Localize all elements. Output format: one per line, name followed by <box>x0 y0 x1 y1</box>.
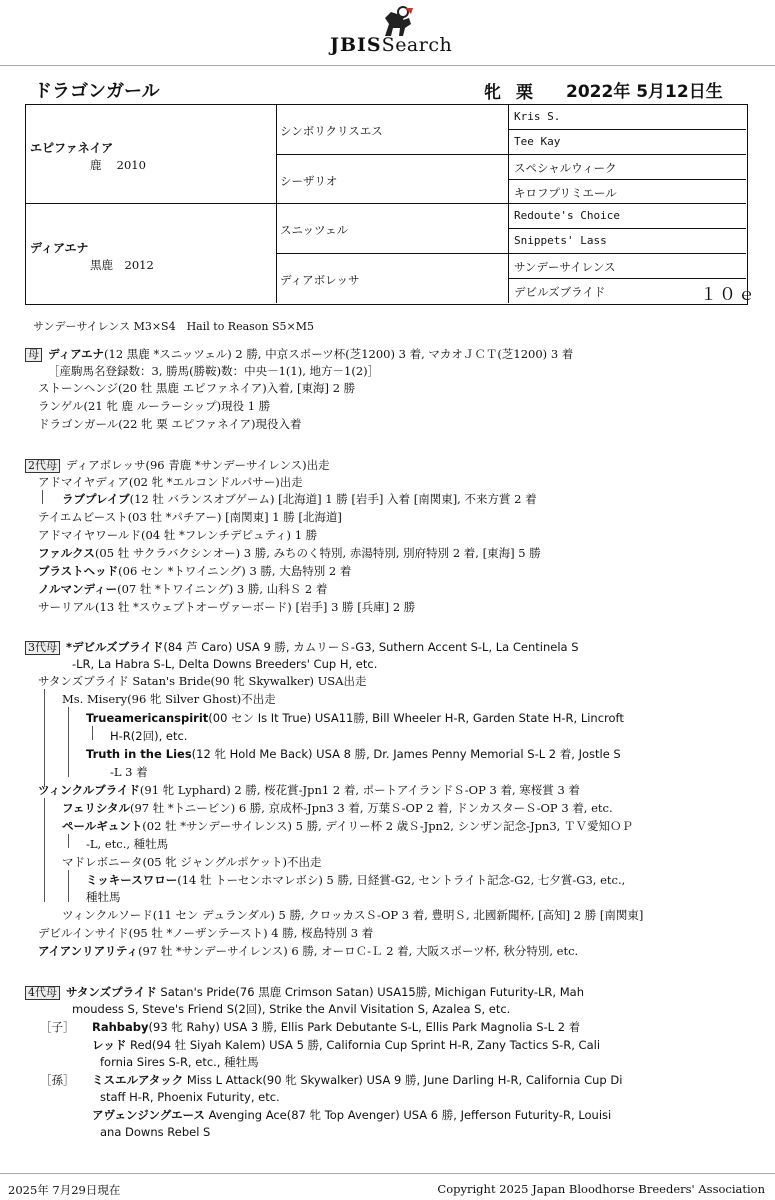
sire-dam[interactable]: シーザリオ <box>280 174 338 188</box>
dam-name[interactable]: ディアエナ <box>30 241 89 255</box>
list-item: ラブプレイブ(12 牡 バランスオブゲーム) [北海道] 1 勝 [岩手] 入着 [南関東], 不来方賞 2 着 <box>62 492 537 506</box>
g4-ancestor[interactable]: Snippets' Lass <box>514 234 607 247</box>
sire-color-year: 鹿 2010 <box>90 158 146 172</box>
list-item: staff H-R, Phoenix Futurity, etc. <box>100 1090 280 1104</box>
logo-text-jbis: JBIS <box>330 34 382 56</box>
family-number: １０ｅ <box>700 285 757 305</box>
list-item: ペールギュント(02 牡 *サンデーサイレンス) 5 勝, デイリー杯 2 歳Ｓ-Jpn2, シンザン記念-Jpn3, ＴＶ愛知ＯＰ <box>62 819 633 833</box>
list-item: ブラストヘッド(06 セン *トワイニング) 3 勝, 大島特別 2 着 <box>38 564 352 578</box>
list-item: ミスエルアタック Miss L Attack(90 牝 Skywalker) USA 9 勝, June Darling H-R, California Cup Di <box>92 1073 623 1087</box>
list-item: Trueamericanspirit(00 セン Is It True) USA11勝, Bill Wheeler H-R, Garden State H-R, Lincroft <box>86 711 624 725</box>
list-item: レッド Red(94 牡 Siyah Kalem) USA 5 勝, California Cup Sprint H-R, Zany Tactics S-R, Cali <box>92 1038 601 1052</box>
list-item: テイエムビースト(03 牡 *パチアー) [南関東] 1 勝 [北海道] <box>38 510 342 524</box>
list-item: moudess S, Steve's Friend S(2回), Strike the Anvil Visitation S, Azalea S, etc. <box>72 1002 511 1016</box>
list-item: ana Downs Rebel S <box>100 1125 211 1139</box>
fourth-dam-line: 4代母 サタンズプライド Satan's Pride(76 黒鹿 Crimson Satan) USA15勝, Michigan Futurity-LR, Mah <box>25 984 584 1000</box>
list-item: フェリシタル(97 牡 *トニービン) 6 勝, 京成杯-Jpn3 3 着, 万葉Ｓ-OP 2 着, ドンカスターＳ-OP 3 着, etc. <box>62 801 613 815</box>
g4-ancestor[interactable]: デビルズブライド <box>514 285 606 299</box>
list-item: -L, etc., 種牡馬 <box>86 837 169 851</box>
g4-ancestor[interactable]: スペシャルウィーク <box>514 161 617 175</box>
list-item: ノルマンディー(07 牡 *トワイニング) 3 勝, 山科Ｓ 2 着 <box>38 582 328 596</box>
list-item: アドマイヤディア(02 牝 *エルコンドルパサー)出走 <box>38 475 303 489</box>
list-item: アヴェンジングエース Avenging Ace(87 牝 Top Avenger) USA 6 勝, Jefferson Futurity-R, Louisi <box>92 1108 612 1122</box>
grandchild-label: ［孫］ <box>40 1073 75 1087</box>
sire-name[interactable]: エピファネイア <box>30 141 114 155</box>
dam-sire[interactable]: スニッツェル <box>280 223 349 237</box>
dam-color-year: 黒鹿 2012 <box>90 258 154 272</box>
list-item: ランゲル(21 牝 鹿 ルーラーシップ)現役 1 勝 <box>38 399 271 413</box>
g4-ancestor[interactable]: キロフプリミエール <box>514 186 617 200</box>
list-item: ミッキースワロー(14 牡 トーセンホマレボシ) 5 勝, 日経賞-G2, セントライト記念-G2, 七夕賞-G3, etc., <box>86 873 626 887</box>
section-tag: 3代母 <box>25 641 60 655</box>
list-item: Rahbaby(93 牝 Rahy) USA 3 勝, Ellis Park Debutante S-L, Ellis Park Magnolia S-L 2 着 <box>92 1020 581 1034</box>
section-tag: 母 <box>25 348 42 362</box>
child-label: ［子］ <box>40 1020 75 1034</box>
list-item: サタンズブライド Satan's Bride(90 牝 Skywalker) USA出走 <box>38 674 367 688</box>
g4-ancestor[interactable]: Kris S. <box>514 110 561 123</box>
section-tag: 2代母 <box>25 459 60 473</box>
dam-dam[interactable]: ディアボレッサ <box>280 273 360 287</box>
dam-produce-summary: ［産駒馬名登録数：3, 勝馬(勝鞍)数：中央－1(1), 地方－1(2)］ <box>48 364 380 378</box>
dam-line: 母 ディアエナ(12 黒鹿 *スニッツェル) 2 勝, 中京スポーツ杯(芝1200) 3 着, マカオＪＣＴ(芝1200) 3 着 <box>25 346 573 362</box>
horse-sex: 牝 <box>484 83 501 103</box>
list-item: Truth in the Lies(12 牝 Hold Me Back) USA 8 勝, Dr. James Penny Memorial S-L 2 着, Jostle S <box>86 747 621 761</box>
list-item: -L 3 着 <box>110 765 148 779</box>
list-item: ツィンクルブライド(91 牝 Lyphard) 2 勝, 桜花賞-Jpn1 2 着, ポートアイランドＳ-OP 3 着, 寒桜賞 3 着 <box>38 783 580 797</box>
footer-date: 2025年 7月29日現在 <box>8 1183 121 1197</box>
inbreeding-note: サンデーサイレンス M3×S4 Hail to Reason S5×M5 <box>33 320 315 333</box>
section-tag: 4代母 <box>25 986 60 1000</box>
footer-copyright: Copyright 2025 Japan Bloodhorse Breeders' Association <box>437 1182 765 1196</box>
third-dam-line: 3代母 *デビルズブライド(84 芦 Caro) USA 9 勝, カムリーＳ-G3, Suthern Accent S-L, La Centinela S <box>25 639 579 655</box>
list-item: ドラゴンガール(22 牝 栗 エピファネイア)現役入着 <box>38 417 302 431</box>
second-dam-line: 2代母 ディアボレッサ(96 青鹿 *サンデーサイレンス)出走 <box>25 457 330 473</box>
jbis-logo[interactable] <box>320 6 470 54</box>
list-item: ツィンクルソード(11 セン デュランダル) 5 勝, クロッカスＳ-OP 3 着, 豊明Ｓ, 北國新聞杯, [高知] 2 勝 [南関東] <box>62 908 644 922</box>
horse-birth-date: 2022年 5月12日生 <box>566 82 723 102</box>
list-item: ファルクス(05 牡 サクラバクシンオー) 3 勝, みちのく特別, 赤湯特別, 別府特別 2 着, [東海] 5 勝 <box>38 546 541 560</box>
list-item: マドレボニータ(05 牝 ジャングルポケット)不出走 <box>62 855 322 869</box>
footer-divider <box>0 1173 775 1174</box>
list-item: アイアンリアリティ(97 牡 *サンデーサイレンス) 6 勝, オーロＣ-Ｌ 2 着, 大阪スポーツ杯, 秋分特別, etc. <box>38 944 579 958</box>
list-item: Ms. Misery(96 牝 Silver Ghost)不出走 <box>62 692 276 706</box>
logo-text-search: Search <box>381 34 453 56</box>
horse-name: ドラゴンガール <box>34 81 160 102</box>
horse-color: 栗 <box>516 83 533 103</box>
list-item: fornia Sires S-R, etc., 種牡馬 <box>100 1055 259 1069</box>
header-divider <box>0 65 775 66</box>
list-item: 種牡馬 <box>86 890 121 904</box>
list-item: H-R(2回), etc. <box>110 729 188 743</box>
list-item: -LR, La Habra S-L, Delta Downs Breeders' Cup H, etc. <box>72 657 378 671</box>
g4-ancestor[interactable]: サンデーサイレンス <box>514 260 616 274</box>
list-item: デビルインサイド(95 牡 *ノーザンテースト) 4 勝, 桜島特別 3 着 <box>38 926 374 940</box>
g4-ancestor[interactable]: Redoute's Choice <box>514 209 620 222</box>
pedigree-table <box>25 104 757 305</box>
list-item: ストーンヘンジ(20 牡 黒鹿 エピファネイア)入着, [東海] 2 勝 <box>38 381 356 395</box>
list-item: アドマイヤワールド(04 牡 *フレンチデピュティ) 1 勝 <box>38 528 318 542</box>
g4-ancestor[interactable]: Tee Kay <box>514 135 561 148</box>
list-item: サーリアル(13 牡 *スウェプトオーヴァーボード) [岩手] 3 勝 [兵庫] 2 勝 <box>38 600 416 614</box>
sire-sire[interactable]: シンボリクリスエス <box>280 124 383 138</box>
